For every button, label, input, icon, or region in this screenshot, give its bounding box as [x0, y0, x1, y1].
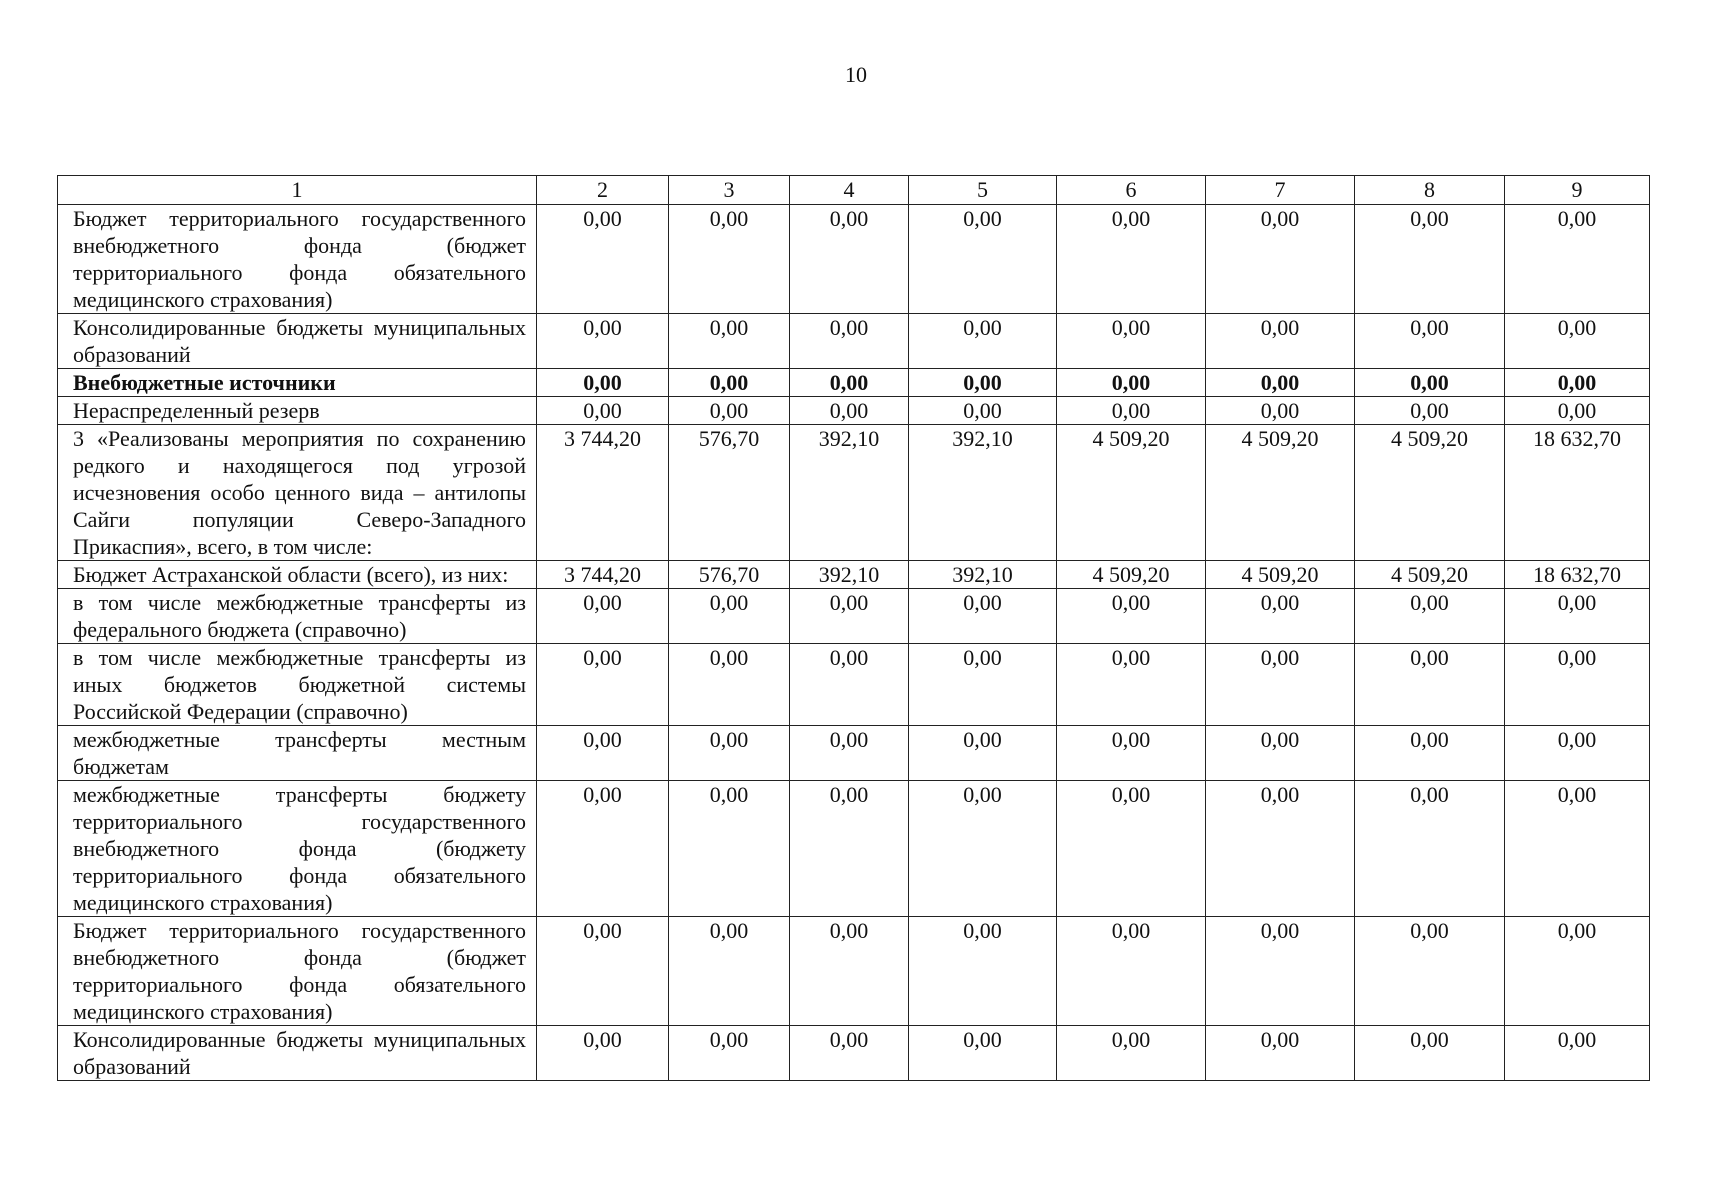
- value-cell: 0,00: [909, 644, 1057, 726]
- value-cell: 0,00: [537, 726, 669, 781]
- value-cell: 0,00: [1355, 314, 1505, 369]
- column-number-cell: 1: [58, 176, 537, 205]
- value-cell: 0,00: [1057, 917, 1206, 1026]
- value-cell: 576,70: [669, 561, 790, 589]
- value-cell: 0,00: [1057, 205, 1206, 314]
- value-cell: 0,00: [537, 589, 669, 644]
- value-cell: 0,00: [1505, 369, 1650, 397]
- value-cell: 0,00: [1057, 1026, 1206, 1081]
- value-cell: 0,00: [909, 726, 1057, 781]
- value-cell: 0,00: [790, 1026, 909, 1081]
- value-cell: 0,00: [1355, 205, 1505, 314]
- value-cell: 0,00: [1505, 589, 1650, 644]
- row-label-cell: Бюджет Астраханской области (всего), из них:: [58, 561, 537, 589]
- row-label-cell: в том числе межбюджетные трансферты из федерального бюджета (справочно): [58, 589, 537, 644]
- table-row: [58, 205, 1650, 314]
- table-row: [58, 425, 1650, 561]
- value-cell: 0,00: [790, 589, 909, 644]
- value-cell: 0,00: [669, 1026, 790, 1081]
- value-cell: 18 632,70: [1505, 561, 1650, 589]
- value-cell: 4 509,20: [1057, 561, 1206, 589]
- table-row: [58, 917, 1650, 1026]
- column-number-cell: 3: [669, 176, 790, 205]
- value-cell: 0,00: [1505, 917, 1650, 1026]
- value-cell: 0,00: [1355, 369, 1505, 397]
- value-cell: 0,00: [669, 917, 790, 1026]
- value-cell: 0,00: [537, 397, 669, 425]
- column-number-cell: 7: [1206, 176, 1355, 205]
- value-cell: 0,00: [1505, 726, 1650, 781]
- column-number-row: [58, 176, 1650, 205]
- value-cell: 0,00: [909, 589, 1057, 644]
- row-label-cell: межбюджетные трансферты местным бюджетам: [58, 726, 537, 781]
- column-number-cell: 6: [1057, 176, 1206, 205]
- row-label-cell: Бюджет территориального государственного внебюджетного фонда (бюджет территориального фонда обязательного медицинского страхования): [58, 205, 537, 314]
- table-row: [58, 644, 1650, 726]
- value-cell: 0,00: [537, 369, 669, 397]
- row-label-cell: Внебюджетные источники: [58, 369, 537, 397]
- value-cell: 0,00: [909, 917, 1057, 1026]
- value-cell: 0,00: [1206, 917, 1355, 1026]
- value-cell: 0,00: [909, 205, 1057, 314]
- table-row: [58, 1026, 1650, 1081]
- value-cell: 0,00: [1206, 369, 1355, 397]
- value-cell: 0,00: [1355, 397, 1505, 425]
- value-cell: 0,00: [1057, 369, 1206, 397]
- value-cell: 4 509,20: [1057, 425, 1206, 561]
- value-cell: 0,00: [669, 726, 790, 781]
- value-cell: 0,00: [790, 781, 909, 917]
- value-cell: 3 744,20: [537, 425, 669, 561]
- value-cell: 0,00: [790, 205, 909, 314]
- value-cell: 0,00: [537, 917, 669, 1026]
- column-number-cell: 9: [1505, 176, 1650, 205]
- table-row: [58, 561, 1650, 589]
- value-cell: 4 509,20: [1355, 561, 1505, 589]
- value-cell: 0,00: [1355, 781, 1505, 917]
- column-number-cell: 2: [537, 176, 669, 205]
- table-row: [58, 397, 1650, 425]
- value-cell: 0,00: [1057, 726, 1206, 781]
- value-cell: 0,00: [669, 781, 790, 917]
- value-cell: 18 632,70: [1505, 425, 1650, 561]
- value-cell: 0,00: [1057, 644, 1206, 726]
- value-cell: 0,00: [790, 726, 909, 781]
- value-cell: 0,00: [1355, 589, 1505, 644]
- table-row: [58, 726, 1650, 781]
- value-cell: 0,00: [669, 369, 790, 397]
- value-cell: 4 509,20: [1206, 425, 1355, 561]
- value-cell: 0,00: [1355, 726, 1505, 781]
- value-cell: 0,00: [1505, 781, 1650, 917]
- value-cell: 0,00: [537, 1026, 669, 1081]
- value-cell: 0,00: [790, 314, 909, 369]
- value-cell: 0,00: [790, 369, 909, 397]
- value-cell: 0,00: [1206, 397, 1355, 425]
- value-cell: 0,00: [1505, 644, 1650, 726]
- column-number-cell: 5: [909, 176, 1057, 205]
- value-cell: 0,00: [537, 781, 669, 917]
- table-row: [58, 781, 1650, 917]
- table-row: [58, 314, 1650, 369]
- value-cell: 0,00: [1206, 644, 1355, 726]
- row-label-cell: межбюджетные трансферты бюджету территориального государственного внебюджетного фонда (бюджету территориального фонда обязательного медицинского страхования): [58, 781, 537, 917]
- value-cell: 0,00: [1206, 589, 1355, 644]
- value-cell: 0,00: [1206, 726, 1355, 781]
- value-cell: 0,00: [669, 314, 790, 369]
- value-cell: 0,00: [669, 589, 790, 644]
- value-cell: 0,00: [537, 644, 669, 726]
- value-cell: 0,00: [909, 397, 1057, 425]
- value-cell: 3 744,20: [537, 561, 669, 589]
- value-cell: 0,00: [1206, 205, 1355, 314]
- table-row: [58, 589, 1650, 644]
- table-row: [58, 369, 1650, 397]
- value-cell: 0,00: [909, 369, 1057, 397]
- value-cell: 4 509,20: [1206, 561, 1355, 589]
- value-cell: 0,00: [1206, 1026, 1355, 1081]
- value-cell: 392,10: [909, 561, 1057, 589]
- value-cell: 0,00: [1057, 397, 1206, 425]
- value-cell: 392,10: [909, 425, 1057, 561]
- value-cell: 0,00: [790, 397, 909, 425]
- value-cell: 0,00: [1206, 314, 1355, 369]
- value-cell: 0,00: [669, 397, 790, 425]
- value-cell: 0,00: [1057, 314, 1206, 369]
- value-cell: 0,00: [537, 314, 669, 369]
- value-cell: 0,00: [1505, 205, 1650, 314]
- value-cell: 0,00: [1505, 397, 1650, 425]
- value-cell: 0,00: [669, 644, 790, 726]
- value-cell: 0,00: [909, 314, 1057, 369]
- value-cell: 0,00: [1057, 781, 1206, 917]
- row-label-cell: Бюджет территориального государственного внебюджетного фонда (бюджет территориального фонда обязательного медицинского страхования): [58, 917, 537, 1026]
- value-cell: 576,70: [669, 425, 790, 561]
- row-label-cell: Нераспределенный резерв: [58, 397, 537, 425]
- value-cell: 4 509,20: [1355, 425, 1505, 561]
- value-cell: 0,00: [1505, 1026, 1650, 1081]
- value-cell: 0,00: [790, 917, 909, 1026]
- value-cell: 0,00: [669, 205, 790, 314]
- value-cell: 0,00: [1355, 917, 1505, 1026]
- value-cell: 0,00: [909, 1026, 1057, 1081]
- column-number-cell: 8: [1355, 176, 1505, 205]
- column-number-cell: 4: [790, 176, 909, 205]
- value-cell: 0,00: [537, 205, 669, 314]
- value-cell: 0,00: [1355, 644, 1505, 726]
- value-cell: 0,00: [909, 781, 1057, 917]
- value-cell: 0,00: [1057, 589, 1206, 644]
- row-label-cell: Консолидированные бюджеты муниципальных образований: [58, 1026, 537, 1081]
- budget-table: [57, 175, 1650, 1081]
- value-cell: 392,10: [790, 561, 909, 589]
- value-cell: 0,00: [1355, 1026, 1505, 1081]
- value-cell: 0,00: [1206, 781, 1355, 917]
- row-label-cell: в том числе межбюджетные трансферты из иных бюджетов бюджетной системы Российской Федерации (справочно): [58, 644, 537, 726]
- value-cell: 392,10: [790, 425, 909, 561]
- row-label-cell: 3 «Реализованы мероприятия по сохранению редкого и находящегося под угрозой исчезновения особо ценного вида – антилопы Сайги популяции Северо-Западного Прикаспия», всего, в том числе:: [58, 425, 537, 561]
- table-body: [58, 176, 1650, 1081]
- page-number: 10: [845, 62, 867, 87]
- value-cell: 0,00: [1505, 314, 1650, 369]
- value-cell: 0,00: [790, 644, 909, 726]
- row-label-cell: Консолидированные бюджеты муниципальных образований: [58, 314, 537, 369]
